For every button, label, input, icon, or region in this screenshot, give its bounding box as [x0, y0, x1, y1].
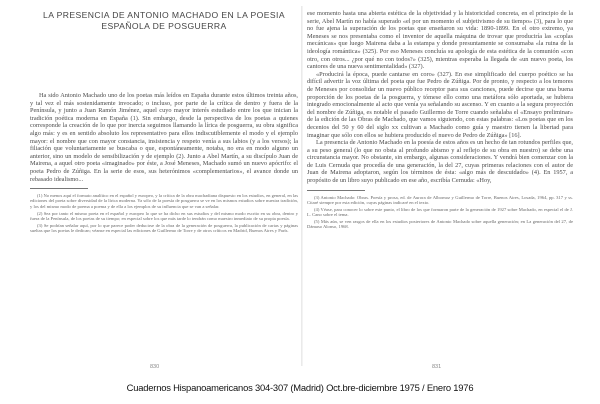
left-footnotes [30, 193, 298, 233]
body-paragraph: La presencia de Antonio Machado en la poesía de estos años es un hecho de tan rotundos perfiles que, a su peso general (lo que no obsta al profundo abismo y al reflejo de su obra en nuestro) se debe una circunstancia mayor. No obstante, sin embargo, algunas consideraciones. Y vendrá bien comenzar con la de Luis Cernuda que procedía de una generación, la del 27, cuyas primeras relaciones con el autor de Juan de Mairena adoptaron, según los términos de ésta: «algo más de descuidado» (4). En 1957, a propósito de un libro suyo publicado en ese año, escribía Cernuda: «Hoy, [307, 139, 573, 185]
page-number-right: 831 [432, 364, 442, 370]
body-paragraph: ese momento hasta una abierta estética de la objetividad y la historicidad concreta, en el principio de la serie, Abel Martín no había superado «el por un momento el subjetivismo de su tiempo» (3), para lo que no fue ajena la superación de los poetas que enseñaron su vida: 1890-1899. En el otro extremo, ya Meneses se nos presentaba como el inventor de aquella máquina de trovar que produciría las «coplas mecánicas» que luego Mairena daba a la estampa y donde presuntamente se consumaba «la ruina de la ideología romántica» (325). Por eso Meneses concluía su apología de esta estética de la comunión «con otro, con otros... ¿por qué no con todos?» (325), mientras esperaba la llegada de «un nuevo poeta, los cantores de una nueva sentimentalidad» (327). [307, 10, 573, 71]
body-paragraph: Ha sido Antonio Machado uno de los poetas más leídos en España durante estos últimos treinta años, y tal vez el más sostenidamente invocado; o incluso, por parte de la crítica de dentro y fuera de la Península, y junto a Juan Ramón Jiménez, aquel cuyo mayor interés estudiado entre los que inician la tradición poética moderna en España (1). Sin embargo, desde la perspectiva de los poetas a quienes corresponde la creación de lo que por inercia seguimos llamando la lírica de posguerra, su obra significa algo más: y es en sentido absoluto los representativo para ellos indiscutiblemente el modo y el ejemplo mayor: el nombre que con mayor constancia, insistencia y respeto venía a sus labios (y a los versos); la filiación que voluntariamente se buscaba o que, espontáneamente, notaba, no era en modo alguno un anterior, sino un modelo de sensibilización y de ejemplo (2). Junto a Abel Martín, a su discípulo Juan de Mairena, a aquel otro poeta «imaginado» por éste, a José Meneses, Machado sumó un nuevo apócrifo: el poeta Pedro de Zúñiga. En la serie de esos, sus heterónimos «complementarios», el avance donde un rebasado idealismo... [30, 92, 298, 183]
article-title-line-1: LA PRESENCIA DE ANTONIO MACHADO EN LA POESIA [43, 10, 285, 20]
left-page [30, 0, 298, 372]
page-number-left: 830 [150, 364, 160, 370]
footnote: (2) Sea por tanto el mismo poeta en el español y europeo lo que se ha dicho en sus estudios y del mismo modo escrito en su obra, dentro y fuera de la Península, de los poetas de su tiempo; en especial sobre los que más tarde lo tendrán como maestro inmediato de su propia poesía. [30, 210, 298, 221]
article-title-line-2: ESPAÑOLA DE POSGUERRA [101, 21, 227, 31]
book-gutter [301, 6, 303, 366]
footnote: (1) No menos aquí el formato analítico en el español y europeo, y la crítica de la obra machadiana dispuesto en los estudios, en general, en las ediciones del poeta sobre diversidad de la lírica moderna. Ya sólo de la poesía de posguerra se ve en los mismos estudios sobre nuestra tradición, y los del mismo modo de poema a poema y de ella a los ejemplos de su influencia que se van a señalar. [30, 193, 298, 209]
footnote: (3) Se podrían señalar aquí, por lo que parece poder deducirse de la obra de la generación de posguerra, la publicación de cartas y páginas sueltas que los poetas le dedican; véanse en especial las ediciones de Guillermo de Torre y de otros críticos en Madrid, Buenos Aires y París. [30, 222, 298, 233]
footnote: (5) Más aún, se ven rasgos de ella en los estudios posteriores de Antonio Machado sobre aquella generación; en La generación del 27, de Dámaso Alonso, 1968. [307, 218, 573, 230]
body-paragraph: «Producirá la época, puede cantarse en coro» (327). En ese simplificado del cuerpo poético se ha difícil advertir la voz última del poeta que fue Pedro de Zúñiga. Por de pronto, y respecto a los temores de Meneses por consolidar un nuevo público receptor para sus canciones, puede decirse que una buena proporción de los poetas de la posguerra, y tómese ello como una metáfora sólo aportada, se hubiera integrado emocionalmente al acto que venía ya señalando su ascenso. Y en cuanto a la segura proyección del nombre de Zúñiga, es notable el pasado Guillermo de Torre cuando señalaba el «Ensayo preliminar» de la edición de las Obras de Machado, que vamos siguiendo, con estas palabras: «Los poetas que en los decenios del 50 y 60 del siglo xx cultivan a Machado como guía y maestro tienen la libertad para imaginar que sólo con ellos se hubiera producido el nuevo de Pedro de Zúñiga» [16]. [307, 70, 573, 139]
footnote: (3) Antonio Machado: Obras. Poesía y prosa, ed. de Aurora de Albornoz y Guillermo de Torre, Buenos Aires, Losada, 1964, pp. 317 y ss. Citaré siempre por esta edición, cuyas páginas indicaré en el texto. [307, 194, 573, 205]
article-title [30, 10, 298, 32]
footnote: (4) Véase, para conocer lo sobre este punto, el libro de los que formaron parte de la generación de 1927 sobre Machado, en especial el de J. L. Cano sobre el tema. [307, 206, 573, 218]
right-page [307, 0, 573, 372]
right-body-text [307, 10, 573, 185]
footnote-divider [30, 188, 88, 189]
footnote-divider [307, 190, 365, 191]
right-footnotes [307, 195, 573, 230]
source-caption: Cuadernos Hispanoamericanos 304-307 (Madrid) Oct.bre-diciembre 1975 / Enero 1976 [126, 382, 474, 393]
left-body-text [30, 92, 298, 183]
